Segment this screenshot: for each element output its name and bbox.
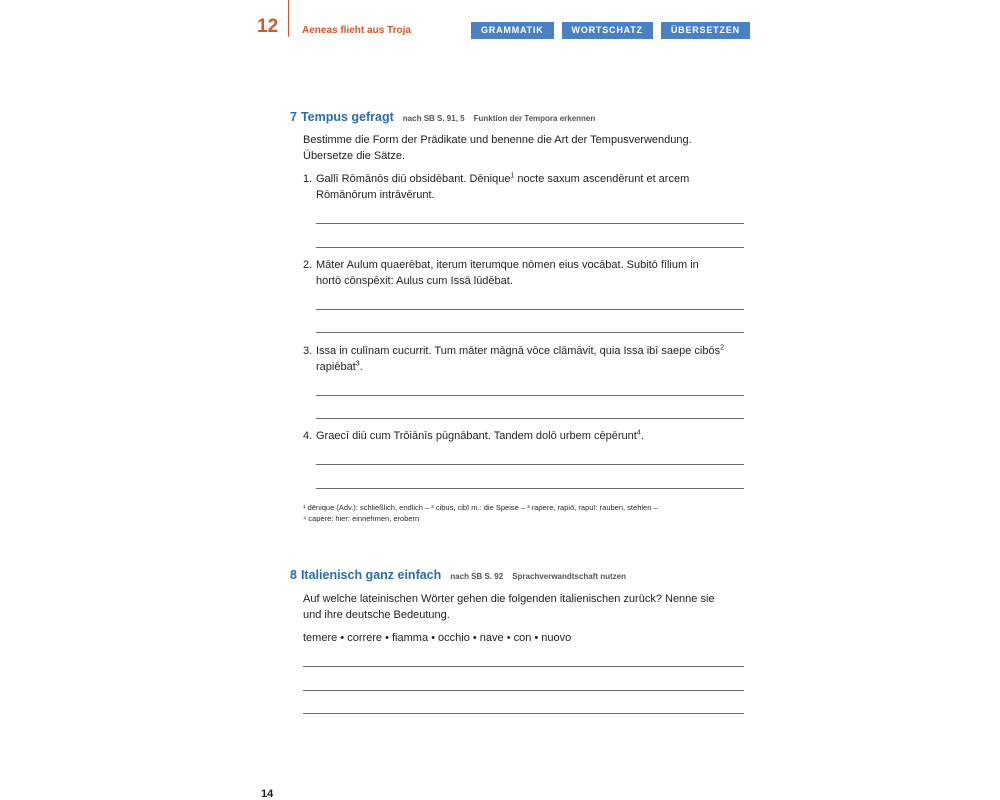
tab-wortschatz: WORTSCHATZ bbox=[562, 22, 653, 39]
exercise-8-reference: nach SB S. 92 bbox=[450, 572, 504, 581]
exercise-7-task-2 bbox=[303, 257, 743, 289]
task-line-1: Gallī Rōmānōs diū obsidēbant. Dēnique$^1$ nocte saxum ascendērunt et arcem bbox=[316, 172, 690, 185]
task-number: 4. bbox=[303, 430, 313, 442]
footnote-marker: 4 bbox=[636, 429, 641, 437]
footnote-line-2: ⁴ capere: hier: einnehmen, erobern bbox=[303, 514, 420, 523]
answer-line[interactable] bbox=[316, 247, 744, 248]
footnote-marker: 3 bbox=[355, 360, 360, 368]
task-line-1: Graecī diū cum Trōiānīs pūgnābant. Tandem dolō urbem cēpērunt$^4$. bbox=[316, 429, 644, 442]
answer-line[interactable] bbox=[316, 418, 744, 419]
exercise-7-reference: nach SB S. 91, 5 bbox=[402, 114, 465, 123]
exercise-8-title: Italienisch ganz einfach bbox=[300, 568, 442, 582]
answer-line[interactable] bbox=[316, 309, 744, 310]
exercise-7-task-1 bbox=[303, 171, 743, 203]
footnote-line-1: ¹ dēnique (Adv.): schließlich, endlich – ² cibus, cibī m.: die Speise – ³ rapere, rapiō, rapuī: rauben, stehlen – bbox=[303, 503, 658, 512]
exercise-7-task-3 bbox=[303, 343, 743, 375]
answer-line[interactable] bbox=[316, 488, 744, 489]
task-number: 3. bbox=[303, 345, 313, 357]
page-number: 14 bbox=[261, 788, 274, 800]
footnotes bbox=[303, 502, 743, 524]
task-number: 2. bbox=[303, 259, 313, 271]
exercise-7-heading bbox=[290, 110, 595, 124]
answer-line[interactable] bbox=[303, 690, 744, 691]
task-line-1: Māter Aulum quaerēbat, iterum iterumque nōmen eius vocābat. Subitō fīlium in bbox=[316, 259, 699, 271]
chapter-number: 12 bbox=[257, 16, 279, 37]
footnote-marker: 1 bbox=[510, 172, 515, 180]
answer-line[interactable] bbox=[303, 713, 744, 714]
task-line-2: rapiēbat$^3$. bbox=[316, 360, 363, 373]
chapter-divider bbox=[288, 0, 289, 37]
exercise-7-instruction-line-2: Übersetze die Sätze. bbox=[303, 150, 406, 162]
task-number: 1. bbox=[303, 173, 313, 185]
exercise-8-instruction bbox=[303, 591, 753, 623]
exercise-7-instruction bbox=[303, 132, 753, 164]
exercise-8-skill: Sprachverwandtschaft nutzen bbox=[512, 572, 627, 581]
header-tabs bbox=[471, 22, 750, 39]
exercise-7-task-4 bbox=[303, 428, 743, 444]
exercise-7-number: 7 bbox=[290, 110, 297, 124]
answer-line[interactable] bbox=[316, 332, 744, 333]
exercise-8-instruction-line-1: Auf welche lateinischen Wörter gehen die folgenden italienischen zurück? Nenne sie bbox=[303, 593, 715, 605]
exercise-8-heading bbox=[290, 568, 626, 582]
exercise-8-number: 8 bbox=[290, 568, 297, 582]
tab-grammatik: GRAMMATIK bbox=[471, 22, 554, 39]
exercise-7-instruction-line-1: Bestimme die Form der Prädikate und benenne die Art der Tempusverwendung. bbox=[303, 134, 692, 146]
task-line-1: Issa in culīnam cucurrit. Tum māter māgnā vōce clāmāvit, quia Issa ibī saepe cibōs$^2$ bbox=[316, 344, 725, 357]
italian-word-list: temere • correre • fiamma • occhio • nave • con • nuovo bbox=[303, 632, 572, 644]
task-line-2: hortō cōnspēxit: Aulus cum Issā lūdēbat. bbox=[316, 275, 513, 287]
answer-line[interactable] bbox=[316, 395, 744, 396]
footnote-marker: 2 bbox=[720, 344, 725, 352]
task-line-2: Rōmānōrum intrāvērunt. bbox=[316, 189, 435, 201]
exercise-7-skill: Funktion der Tempora erkennen bbox=[473, 114, 596, 123]
tab-uebersetzen: ÜBERSETZEN bbox=[661, 22, 750, 39]
exercise-8-instruction-line-2: und ihre deutsche Bedeutung. bbox=[303, 609, 450, 621]
exercise-7-title: Tempus gefragt bbox=[300, 110, 394, 124]
answer-line[interactable] bbox=[303, 666, 744, 667]
answer-line[interactable] bbox=[316, 464, 744, 465]
answer-line[interactable] bbox=[316, 223, 744, 224]
chapter-title: Aeneas flieht aus Troja bbox=[302, 25, 411, 36]
